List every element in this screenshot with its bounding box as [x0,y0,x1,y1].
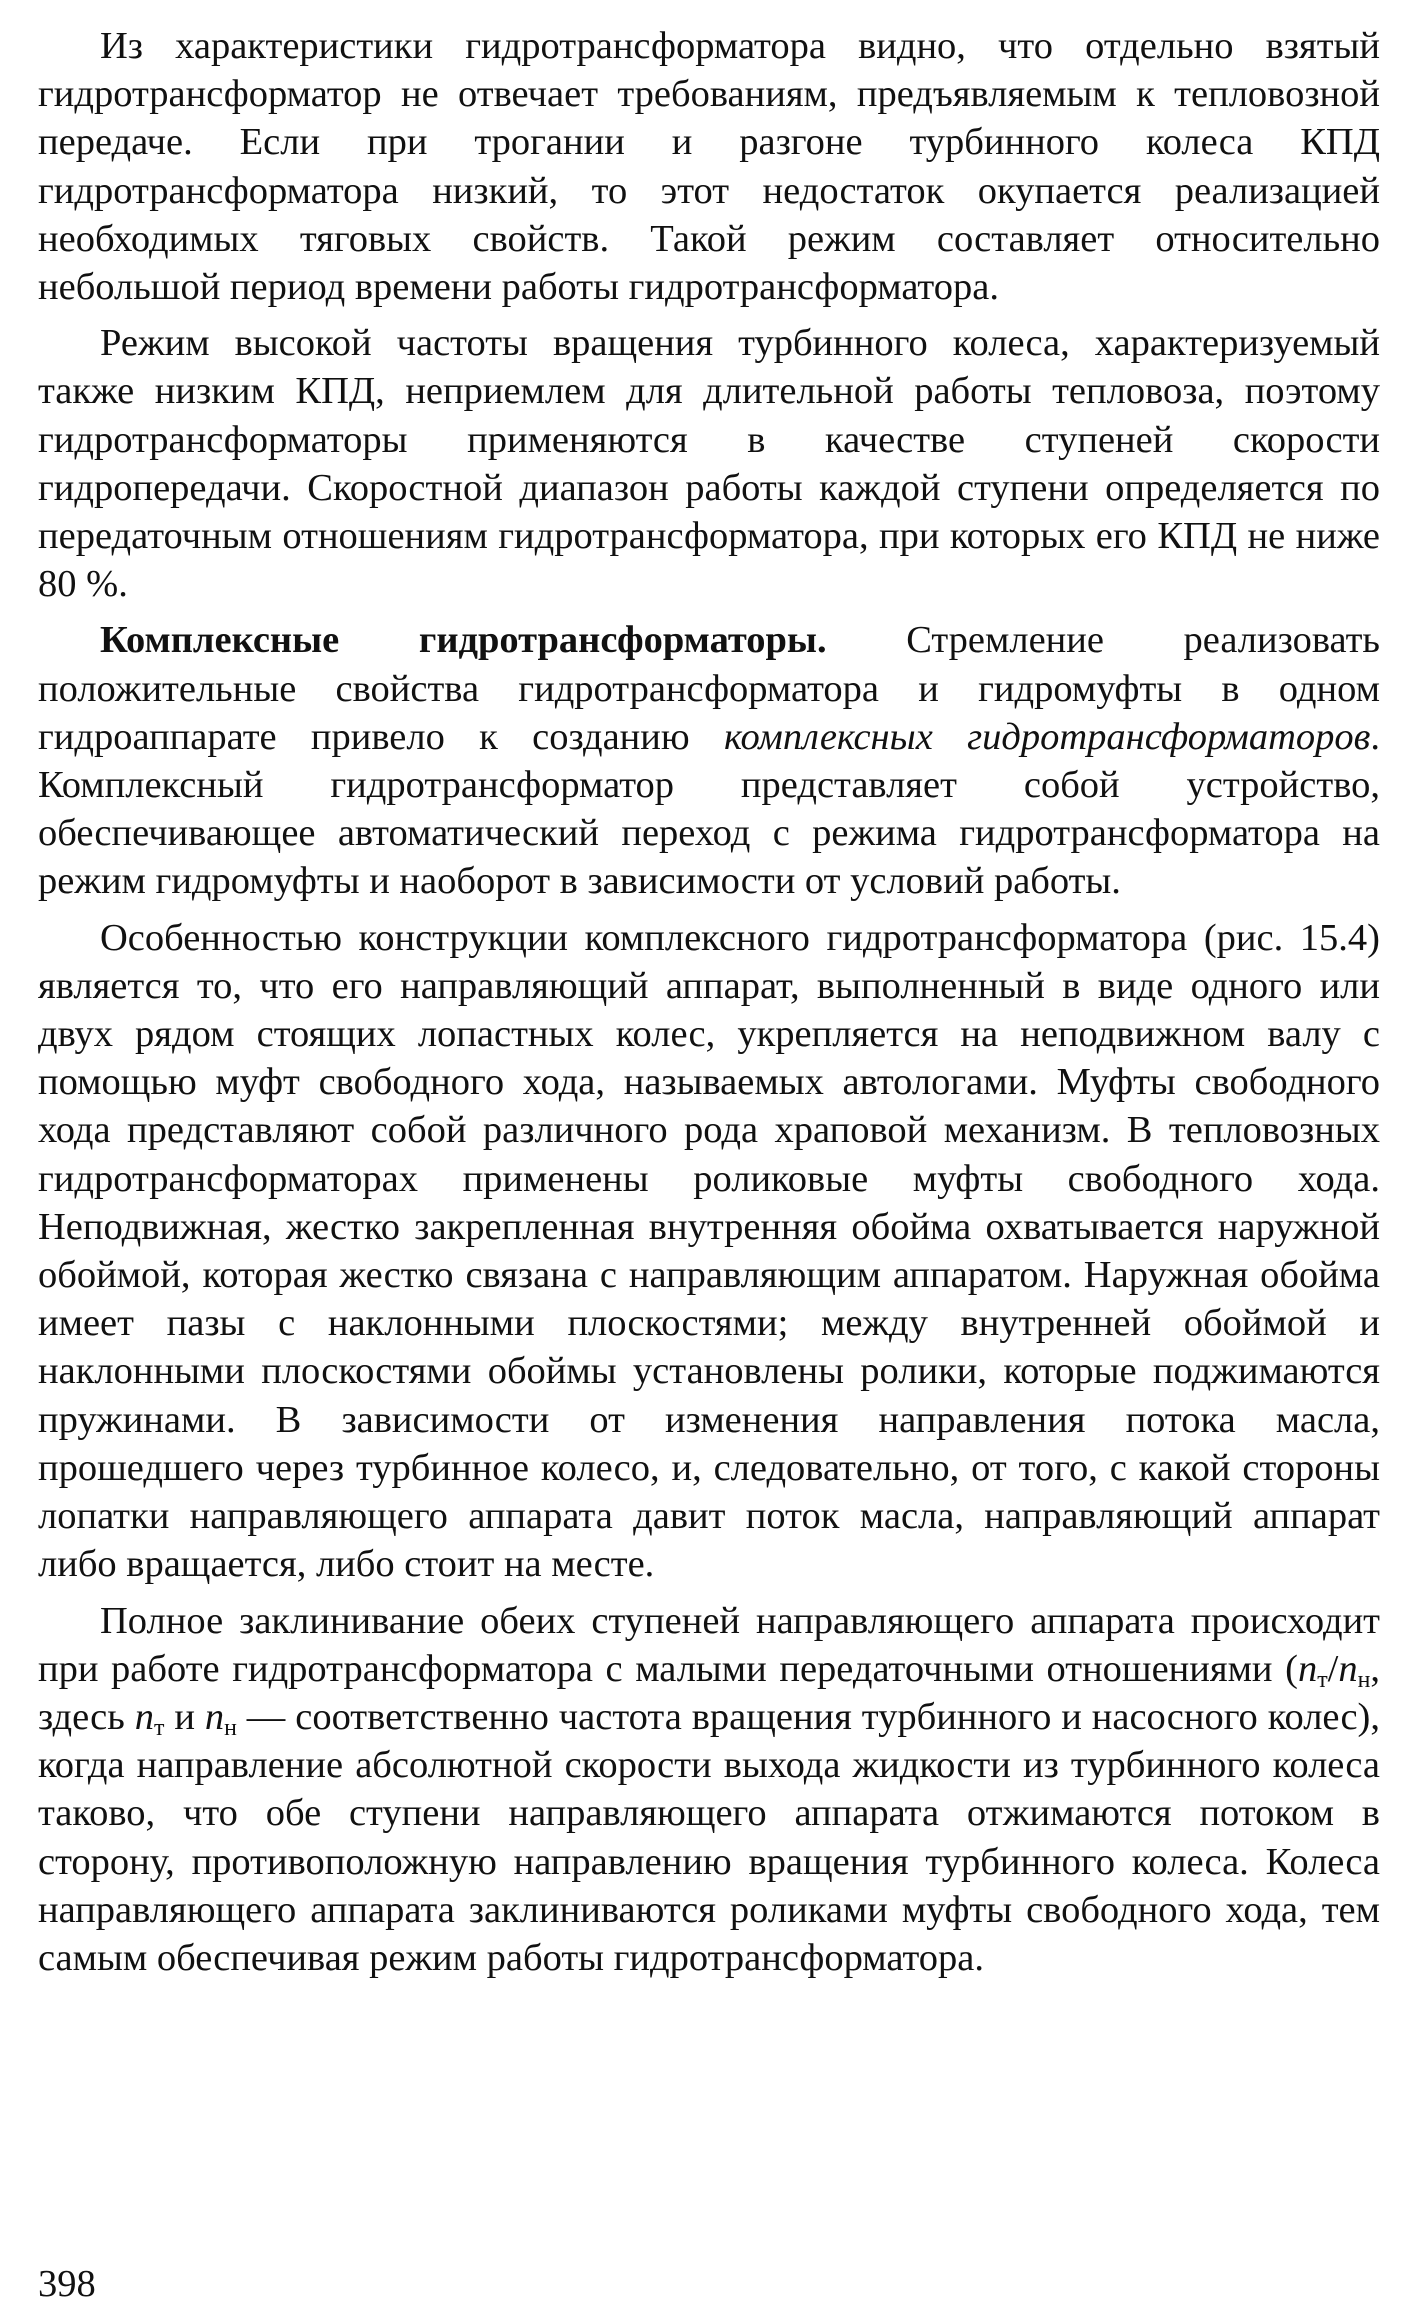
section-heading-inline: Комплексные гидротрансформаторы. [100,619,827,662]
slash: / [1327,1647,1339,1690]
subscript-t: т [1317,1666,1328,1693]
paragraph-3-text-a: Стремление реализовать положительные свойства гидротрансформатора и гидромуфты в одном гидроаппарате привело к созданию [38,619,1380,758]
paragraph-3 [38,616,1380,905]
paragraph-3-text-b: . Комплексный гидротрансформатор представляет собой устройство, обеспечивающее автоматический переход с режима гидротрансформатора на режим гидромуфты и наоборот в зависимости от условий работы. [38,715,1380,903]
paragraph-2: Режим высокой частоты вращения турбинного колеса, характеризуемый также низким КПД, неприемлем для длительной работы тепловоза, поэтому гидротрансформаторы применяются в качестве ступеней скорости гидропередачи. Скоростной диапазон работы каждой ступени определяется по передаточным отношениям гидротрансформатора, при которых его КПД не ниже 80 %. [38,322,1380,606]
paragraph-4: Особенностью конструкции комплексного гидротрансформатора (рис. 15.4) является то, что его направляющий аппарат, выполненный в виде одного или двух рядом стоящих лопастных колес, укрепляется на неподвижном валу с помощью муфт свободного хода, называемых автологами. Муфты свободного хода представляют собой различного рода храповой механизм. В тепловозных гидротрансформаторах применены роликовые муфты свободного хода. Неподвижная, жестко закрепленная внутренняя обойма охватывается наружной обоймой, которая жестко связана с направляющим аппаратом. Наружная обойма имеет пазы с наклонными плоскостями; между внутренней обоймой и наклонными плоскостями обоймы установлены ролики, которые поджимаются пружинами. В зависимости от изменения направления потока масла, прошедшего через турбинное колесо, и, следовательно, от того, с какой стороны лопатки направляющего аппарата давит поток масла, направляющий аппарат либо вращается, либо стоит на месте. [38,916,1380,1586]
symbol-n: n [134,1695,154,1738]
paragraph-5-text-b: , здесь [38,1647,1380,1738]
paragraph-5-text-a: Полное заклинивание обеих ступеней направляющего аппарата происходит при работе гидротрансформатора с малыми передаточными отношениями ( [38,1599,1380,1690]
paragraph-5-text-c: и [164,1695,205,1738]
paragraph-1: Из характеристики гидротрансформатора видно, что отдельно взятый гидротрансформатор не отвечает требованиям, предъявляемым к тепловозной передаче. Если при трогании и разгоне турбинного колеса КПД гидротрансформатора низкий, то этот недостаток окупается реализацией необходимых тяговых свойств. Такой режим составляет относительно небольшой период времени работы гидротрансформатора. [38,25,1380,309]
paragraph-5 [38,1597,1380,1983]
symbol-n: n [204,1695,225,1738]
page-body [38,22,1380,1982]
symbol-n: n [1338,1647,1358,1690]
subscript-n: н [224,1714,237,1741]
subscript-n: н [1357,1666,1371,1693]
symbol-n: n [1297,1647,1318,1690]
term-italic: комплексных гидротрансформаторов [723,715,1371,758]
subscript-t: т [153,1714,165,1741]
paragraph-5-text-d: — соответственно частота вращения турбинного и насосного колес), когда направление абсолютной скорости выхода жидкости из турбинного колеса таково, что обе ступени направляющего аппарата отжимаются потоком в сторону, противоположную направлению вращения турбинного колеса. Колеса направляющего аппарата заклиниваются роликами муфты свободного хода, тем самым обеспечивая режим работы гидротрансформатора. [38,1695,1380,1979]
page-number: 398 [38,2263,96,2305]
